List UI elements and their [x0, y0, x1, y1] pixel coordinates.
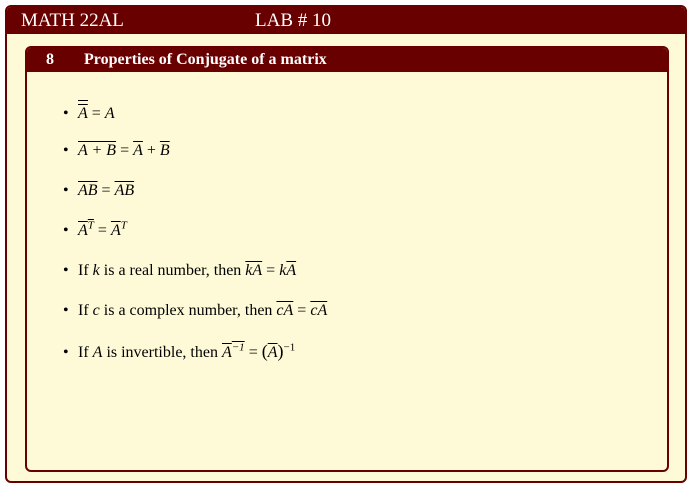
p4-rhs: $\overline{A}$: [110, 222, 121, 239]
p7-rhs: $\overline{A}$: [267, 344, 278, 361]
section-title: Properties of Conjugate of a matrix: [84, 51, 327, 68]
p7-text1: If: [78, 344, 89, 361]
p7-lhs-group: [221, 341, 245, 361]
p5-var: k: [92, 262, 100, 279]
p2-plus: +: [146, 142, 156, 159]
p4-rhs-group: [110, 219, 127, 239]
bullet-icon: •: [63, 262, 69, 279]
p7-lhs: A: [221, 344, 232, 361]
p6-rel: =: [297, 302, 307, 319]
p4-lhs-sup: T: [87, 219, 94, 232]
section-header: [27, 48, 667, 72]
slide-header-bar: [7, 7, 685, 34]
p5-rhs-k: k: [279, 262, 287, 279]
bullet-icon: •: [63, 344, 69, 361]
p7-lhs-sup: −1: [231, 341, 245, 354]
p6-rhs-c: $\overline{c}$: [310, 302, 318, 319]
property-list: [63, 100, 327, 380]
bullet-icon: •: [63, 222, 69, 239]
section-block: [25, 46, 669, 472]
p1-rel: =: [91, 105, 101, 122]
p6-rhs-a: $\overline{A}$: [317, 302, 328, 319]
property-product: [63, 180, 327, 220]
bullet-icon: •: [63, 182, 69, 199]
double-bar-expr: [78, 100, 88, 125]
bullet-icon: •: [63, 142, 69, 159]
course-title: MATH 22AL: [21, 10, 124, 31]
p7-text2: is invertible, then: [106, 344, 218, 361]
p6-text2: is a complex number, then: [103, 302, 273, 319]
p3-rhs: $\overline{AB}$: [114, 182, 135, 199]
p7-rel: =: [248, 344, 258, 361]
p7-var: A: [92, 344, 103, 361]
p1-rhs: A: [104, 105, 115, 122]
p6-var: c: [92, 302, 100, 319]
p2-lhs: A + B: [78, 142, 117, 159]
property-double-conjugate: [63, 100, 327, 140]
section-number: 8: [46, 51, 54, 68]
lab-title: LAB # 10: [255, 10, 331, 31]
property-sum: [63, 140, 327, 180]
property-inverse: [63, 340, 327, 380]
property-complex-scalar: [63, 300, 327, 340]
p7-rhs-sup: −1: [283, 341, 296, 354]
p4-rhs-sup: T: [120, 219, 127, 232]
left-paren: (: [261, 341, 268, 361]
p6-text1: If: [78, 302, 89, 319]
property-transpose: [63, 220, 327, 260]
right-paren: ): [277, 341, 284, 361]
p5-lhs: $\overline{kA}$: [245, 262, 263, 279]
p3-rel: =: [101, 182, 111, 199]
p2-rel: =: [120, 142, 130, 159]
bullet-icon: •: [63, 302, 69, 319]
p2-rhs-a: $\overline{A}$: [133, 142, 143, 159]
p4-rel: =: [97, 222, 107, 239]
p2-rhs-b: $\overline{B}$: [159, 142, 170, 159]
p4-lhs-group: [78, 219, 94, 239]
p3-lhs: $\overline{AB}$: [78, 182, 98, 199]
p6-lhs: $\overline{cA}$: [276, 302, 294, 319]
slide-frame: [5, 5, 687, 483]
p5-rel: =: [266, 262, 276, 279]
p4-lhs: A: [78, 222, 88, 239]
bullet-icon: •: [63, 105, 69, 122]
p5-text1: If: [78, 262, 89, 279]
p5-rhs-a: $\overline{A}$: [286, 262, 297, 279]
p1-lhs: $\overline{A}$: [78, 105, 88, 122]
property-real-scalar: [63, 260, 327, 300]
p5-text2: is a real number, then: [103, 262, 242, 279]
